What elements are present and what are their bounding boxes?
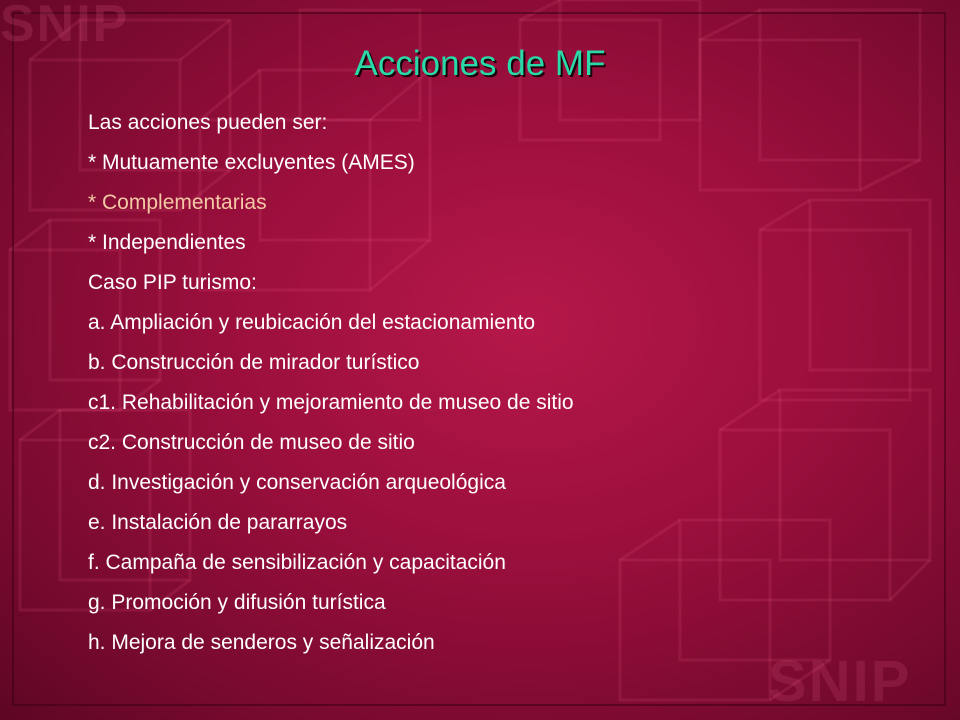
action-h: h. Mejora de senderos y señalización	[88, 631, 435, 654]
action-e: e. Instalación de pararrayos	[88, 511, 348, 534]
action-g: g. Promoción y difusión turística	[88, 591, 386, 614]
case-heading: Caso PIP turismo:	[88, 271, 257, 294]
intro-line: Las acciones pueden ser:	[88, 111, 328, 134]
action-a: a. Ampliación y reubicación del estacionamiento	[88, 311, 536, 334]
content-list	[88, 103, 574, 663]
list-item-ames: * Mutuamente excluyentes (AMES)	[88, 151, 415, 174]
snip-watermark-top: SNIP	[0, 0, 130, 53]
action-c2: c2. Construcción de museo de sitio	[88, 431, 415, 454]
action-f: f. Campaña de sensibilización y capacitación	[88, 551, 506, 574]
list-item-independientes: * Independientes	[88, 231, 246, 254]
snip-watermark-bottom: SNIP	[768, 649, 912, 714]
action-c1: c1. Rehabilitación y mejoramiento de museo de sitio	[88, 391, 574, 414]
action-d: d. Investigación y conservación arqueológica	[88, 471, 506, 494]
list-item-complementarias: * Complementarias	[88, 191, 267, 214]
slide-title: Acciones de MF	[354, 44, 606, 83]
action-b: b. Construcción de mirador turístico	[88, 351, 420, 374]
